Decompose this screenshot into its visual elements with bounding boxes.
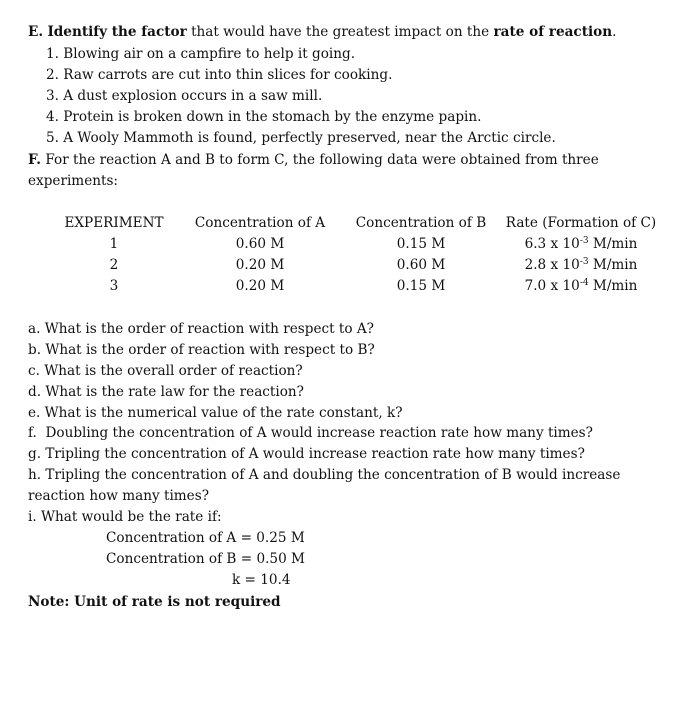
rate-base: 2.8 x 10 bbox=[524, 257, 580, 273]
section-f-letter: F. bbox=[28, 152, 42, 168]
given-k: k = 10.4 bbox=[232, 572, 291, 588]
table-cell-experiment: 3 bbox=[109, 278, 119, 294]
question-i: i. What would be the rate if: bbox=[28, 509, 222, 525]
question-f: f. Doubling the concentration of A would increase reaction rate how many times? bbox=[28, 425, 593, 441]
section-e-item: 1. Blowing air on a campfire to help it going. bbox=[46, 46, 356, 62]
section-e-bold-1: Identify the factor bbox=[47, 24, 187, 40]
question-h-continued: reaction how many times? bbox=[28, 488, 209, 504]
given-conc-a: Concentration of A = 0.25 M bbox=[106, 530, 305, 546]
table-cell-rate bbox=[500, 256, 662, 274]
rate-exponent: -3 bbox=[579, 236, 589, 246]
rate-exponent: -4 bbox=[579, 278, 589, 288]
section-e-item: 4. Protein is broken down in the stomach by the enzyme papin. bbox=[46, 109, 482, 125]
table-cell-conc-b: 0.15 M bbox=[396, 236, 446, 252]
table-cell-conc-a: 0.20 M bbox=[235, 257, 285, 273]
table-header: Concentration of B bbox=[355, 215, 487, 231]
table-cell-conc-a: 0.20 M bbox=[235, 278, 285, 294]
rate-base: 7.0 x 10 bbox=[524, 278, 580, 294]
question-d: d. What is the rate law for the reaction? bbox=[28, 384, 304, 400]
note bbox=[28, 593, 281, 611]
section-e-item: 5. A Wooly Mammoth is found, perfectly preserved, near the Arctic circle. bbox=[46, 130, 556, 146]
table-header: Concentration of A bbox=[194, 215, 326, 231]
table-header: EXPERIMENT bbox=[64, 215, 164, 231]
table-cell-experiment: 2 bbox=[109, 257, 119, 273]
section-f-intro bbox=[28, 151, 599, 169]
question-h: h. Tripling the concentration of A and doubling the concentration of B would increase bbox=[28, 467, 621, 483]
table-cell-conc-b: 0.60 M bbox=[396, 257, 446, 273]
rate-exponent: -3 bbox=[579, 257, 589, 267]
table-cell-experiment: 1 bbox=[109, 236, 119, 252]
section-e-text-1: that would have the greatest impact on the bbox=[186, 24, 494, 40]
question-e: e. What is the numerical value of the rate constant, k? bbox=[28, 405, 403, 421]
section-e-text-2: . bbox=[612, 24, 617, 40]
question-b: b. What is the order of reaction with respect to B? bbox=[28, 342, 375, 358]
section-f-intro-line-2: experiments: bbox=[28, 173, 119, 189]
note-text: Note: Unit of rate is not required bbox=[28, 594, 281, 610]
rate-unit: M/min bbox=[588, 257, 638, 273]
question-c: c. What is the overall order of reaction? bbox=[28, 363, 303, 379]
question-g: g. Tripling the concentration of A would increase reaction rate how many times? bbox=[28, 446, 585, 462]
table-cell-rate bbox=[500, 235, 662, 253]
section-e-item: 3. A dust explosion occurs in a saw mill. bbox=[46, 88, 323, 104]
section-e-heading bbox=[28, 23, 616, 41]
rate-base: 6.3 x 10 bbox=[524, 236, 580, 252]
section-f-intro-text: For the reaction A and B to form C, the following data were obtained from three bbox=[41, 152, 599, 168]
table-header: Rate (Formation of C) bbox=[505, 215, 657, 231]
section-e-bold-2: rate of reaction bbox=[493, 24, 613, 40]
section-e-letter: E. bbox=[28, 24, 44, 40]
rate-unit: M/min bbox=[588, 236, 638, 252]
rate-unit: M/min bbox=[588, 278, 638, 294]
question-a: a. What is the order of reaction with respect to A? bbox=[28, 321, 374, 337]
table-cell-conc-b: 0.15 M bbox=[396, 278, 446, 294]
table-cell-conc-a: 0.60 M bbox=[235, 236, 285, 252]
section-e-item: 2. Raw carrots are cut into thin slices for cooking. bbox=[46, 67, 393, 83]
table-cell-rate bbox=[500, 277, 662, 295]
given-conc-b: Concentration of B = 0.50 M bbox=[106, 551, 305, 567]
